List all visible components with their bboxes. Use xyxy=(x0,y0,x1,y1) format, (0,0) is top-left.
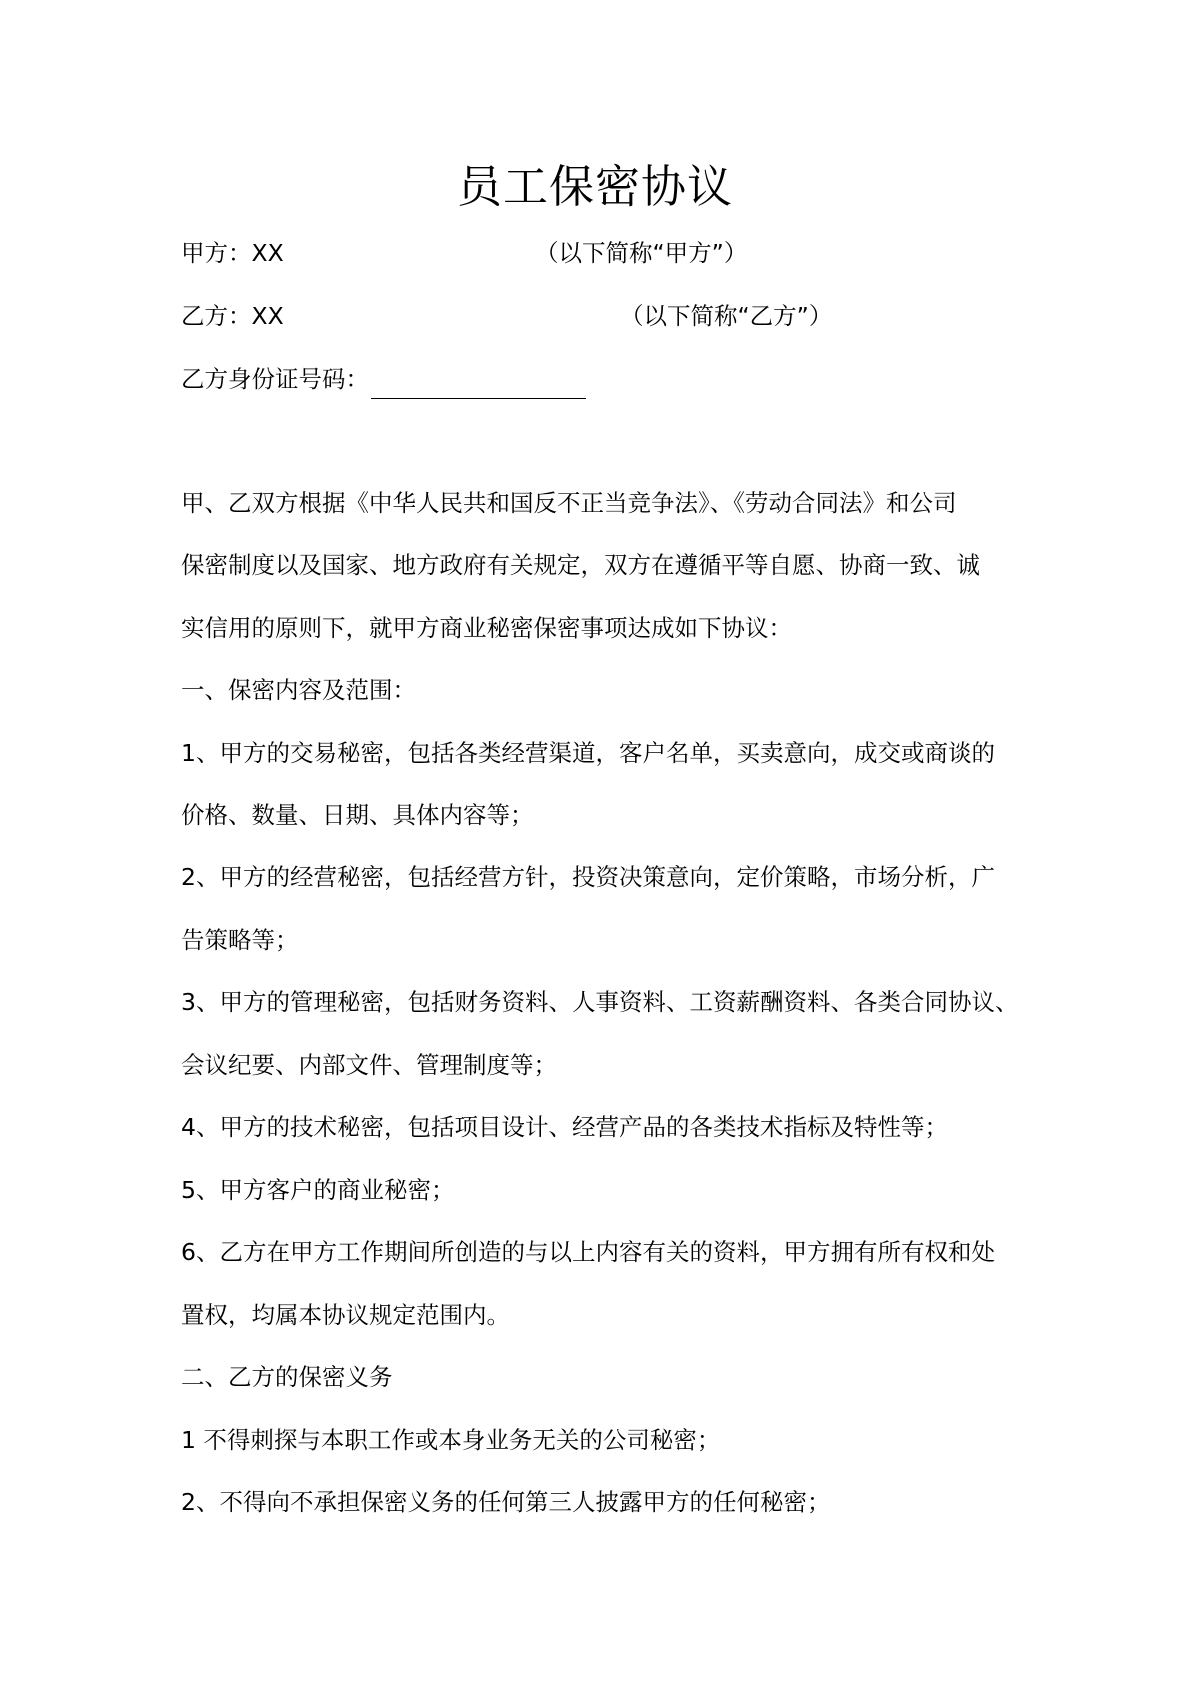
party-b-label: 乙方：XX xyxy=(181,302,284,330)
paragraph-line: 置权，均属本协议规定范围内。 xyxy=(181,1301,510,1329)
paragraph-line: 3、甲方的管理秘密，包括财务资料、人事资料、工资薪酬资料、各类合同协议、 xyxy=(181,988,1019,1016)
paragraph-line: 实信用的原则下，就甲方商业秘密保密事项达成如下协议： xyxy=(181,614,792,642)
paragraph-line: 1、甲方的交易秘密，包括各类经营渠道，客户名单，买卖意向，成交或商谈的 xyxy=(181,739,995,767)
paragraph-line: 1 不得刺探与本职工作或本身业务无关的公司秘密； xyxy=(181,1426,721,1454)
party-b-alias: （以下简称“乙方”） xyxy=(620,302,833,330)
section-heading: 一、保密内容及范围： xyxy=(181,676,416,704)
paragraph-line: 价格、数量、日期、具体内容等； xyxy=(181,801,534,829)
paragraph-line: 2、不得向不承担保密义务的任何第三人披露甲方的任何秘密； xyxy=(181,1488,831,1516)
id-number-blank-line xyxy=(371,372,586,399)
paragraph-line: 5、甲方客户的商业秘密； xyxy=(181,1176,455,1204)
document-title: 员工保密协议 xyxy=(456,160,733,213)
paragraph-line: 4、甲方的技术秘密，包括项目设计、经营产品的各类技术指标及特性等； xyxy=(181,1113,948,1141)
id-number-label: 乙方身份证号码： xyxy=(181,365,369,393)
paragraph-line: 告策略等； xyxy=(181,926,299,954)
party-a-label: 甲方：XX xyxy=(181,239,284,267)
paragraph-line: 2、甲方的经营秘密，包括经营方针，投资决策意向，定价策略，市场分析，广 xyxy=(181,863,995,891)
paragraph-line: 保密制度以及国家、地方政府有关规定，双方在遵循平等自愿、协商一致、诚 xyxy=(181,551,980,579)
paragraph-line: 会议纪要、内部文件、管理制度等； xyxy=(181,1051,557,1079)
party-a-alias: （以下简称“甲方”） xyxy=(535,239,748,267)
paragraph-line: 6、乙方在甲方工作期间所创造的与以上内容有关的资料，甲方拥有所有权和处 xyxy=(181,1238,995,1266)
id-number-row xyxy=(181,359,586,399)
paragraph-line: 甲、乙双方根据《中华人民共和国反不正当竞争法》、《劳动合同法》和公司 xyxy=(181,489,957,517)
section-heading: 二、乙方的保密义务 xyxy=(181,1363,393,1391)
